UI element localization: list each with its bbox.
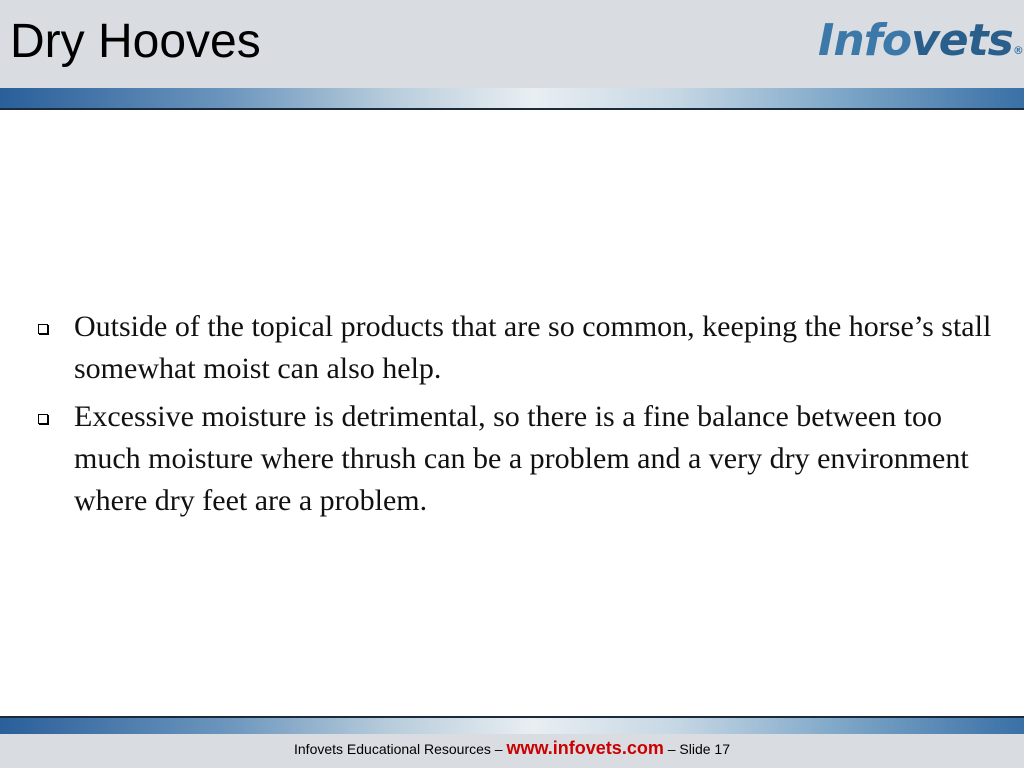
bullet-item (36, 396, 1016, 522)
slide-title: Dry Hooves (10, 15, 261, 68)
logo-text-part2: vets (911, 15, 1013, 66)
square-bullet-icon (38, 414, 48, 424)
bullet-text: Outside of the topical products that are so common, keeping the horse’s stall somewhat moist can also help. (74, 310, 992, 385)
slide-header (0, 0, 1024, 88)
footer-prefix: Infovets Educational Resources – (294, 741, 503, 757)
footer-slide-number: – Slide 17 (667, 741, 730, 757)
bullet-text: Excessive moisture is detrimental, so there is a fine balance between too much moisture where thrush can be a problem and a very dry environment where dry feet are a problem. (74, 400, 969, 517)
bullet-item (36, 306, 1016, 390)
slide-footer (0, 734, 1024, 768)
bullet-list (36, 306, 1016, 528)
header-divider-band (0, 88, 1024, 110)
footer-url-link[interactable]: www.infovets.com (506, 738, 664, 758)
footer-divider-band (0, 716, 1024, 734)
registered-mark: ® (1012, 44, 1023, 57)
infovets-logo (818, 14, 1023, 68)
square-bullet-icon (38, 324, 48, 334)
logo-text-part1: Info (818, 15, 912, 66)
